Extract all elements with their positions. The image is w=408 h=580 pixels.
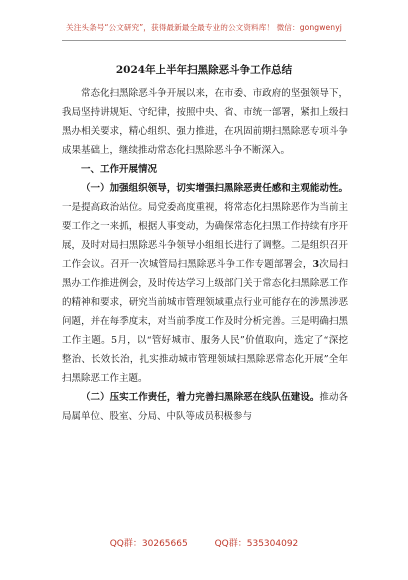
subsection-2-paragraph [62,388,348,426]
footer-qq-1: QQ群：30265665 [109,539,188,549]
section-heading-1: 一、工作开展情况 [81,164,158,175]
subsection-2-text: 推动各局属单位、股室、分局、中队等成员积极参与 [62,392,348,422]
subsection-1-heading: （一）加强组织领导，切实增强扫黑除恶责任感和主观能动性。 [81,183,348,194]
document-title: 2024年上半年扫黑除恶斗争工作总结 [115,64,293,76]
subsection-1-paragraph [62,179,348,388]
intro-paragraph: 常态化扫黑除恶斗争开展以来，在市委、市政府的坚强领导下，我局坚持讲规矩、守纪律，按照中央、省、市统一部署，紧扣上级扫黑办相关要求，精心组织、强力推进，在巩固前期扫黑除恶专项斗争成果基础上，继续推动常态化扫黑除恶斗争不断深入。 [62,88,348,156]
document-body [62,84,348,426]
footer-qq-2: QQ群：535304092 [214,539,299,549]
header-divider [62,40,346,41]
meeting-count: 3 [312,259,320,270]
subsection-1-text-a: 一是提高政治站位。局党委高度重视，将常态化扫黑除恶作为当前主要工作之一来抓，根据人事变动，为确保常态化扫黑工作持续有序开展，及时对局扫黑除恶斗争领导小组组长进行了调整。二是组织召开工作会议。召开一次城管局扫黑除恶斗争工作专题部署会， [62,202,348,270]
subsection-1-text-b: 次局扫黑办工作推进例会，及时传达学习上级部门关于常态化扫黑除恶工作的精神和要求，研究当前城市管理领域重点行业可能存在的涉黑涉恶问题，并在每季度末，对当前季度工作及时分析完善。三是明确扫黑工作主题。5月，以“管好城市、服务人民”价值取向，选定了“深挖整治、长效长治，扎实推动城市管理领域扫黑除恶常态化开展”全年扫黑除恶工作主题。 [62,259,348,384]
header-note: 关注头条号“公文研究”，获得最新最全最专业的公文资料库！ 微信：gongwenyj [66,23,342,32]
footer-contacts [0,536,408,549]
subsection-2-heading: （二）压实工作责任，着力完善扫黑除恶在线队伍建设。 [81,392,320,403]
